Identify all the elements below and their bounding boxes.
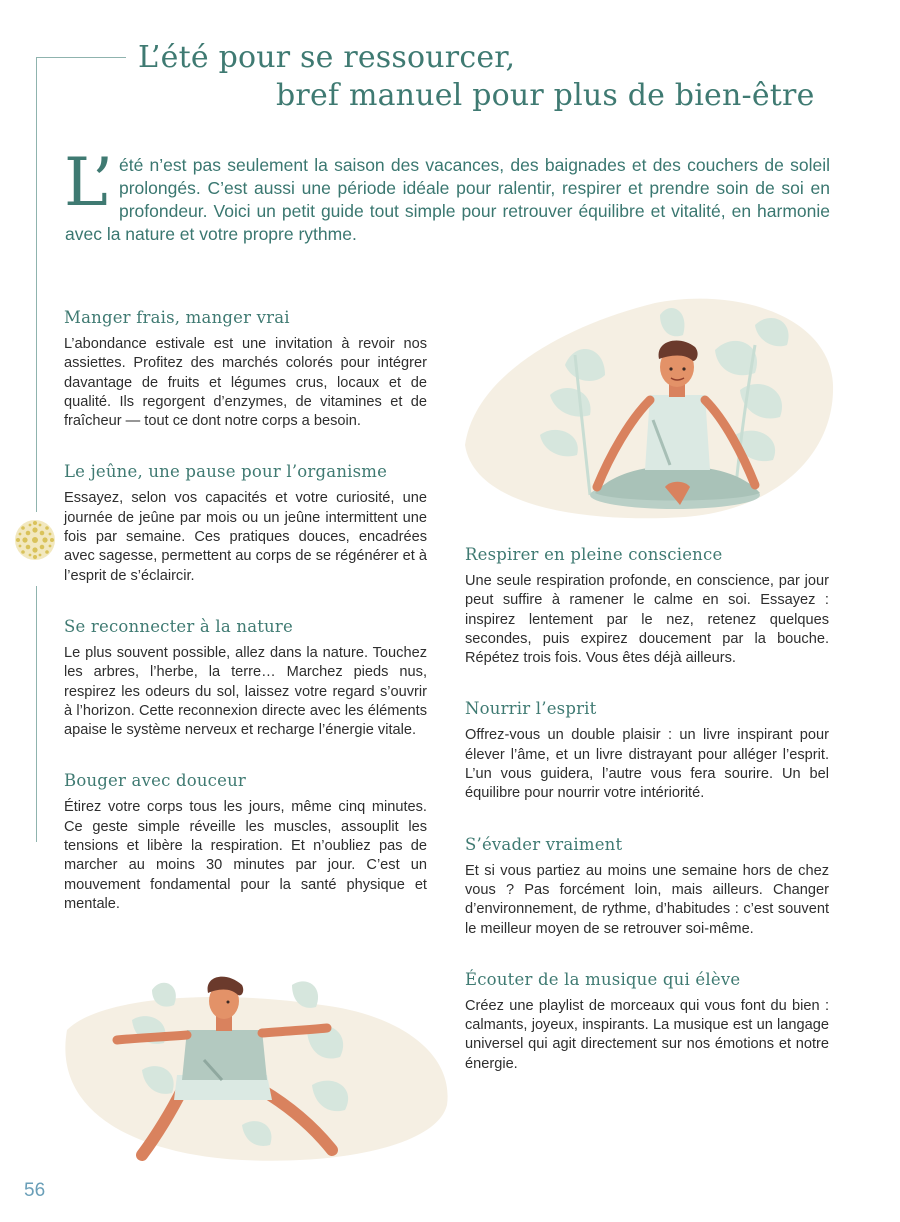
section-text: Et si vous partiez au moins une semaine hors de chez vous ? Pas forcément loin, mais ailleurs. Changer d’environnement, de rythme, d’habitudes : c’est souvent le meilleur moyen de se retrouver soi-même.: [465, 862, 829, 937]
drop-cap: L’: [64, 144, 113, 221]
section-title: Manger frais, manger vrai: [64, 308, 290, 327]
intro-text: été n’est pas seulement la saison des vacances, des baignades et des couchers de soleil prolongés. C’est aussi une période idéale pour ralentir, respirer et prendre soin de soi en profondeur. Voici un petit guide tout simple pour retrouver équilibre et vitalité, en harmonie avec la nature et votre propre rythme.: [65, 155, 830, 244]
meditating-man-illustration: [455, 295, 835, 525]
page-title-line2: bref manuel pour plus de bien-être: [276, 78, 815, 113]
section-eat-fresh: [64, 308, 427, 431]
right-column: [465, 545, 829, 1105]
section-music: [465, 970, 829, 1074]
section-title: Respirer en pleine conscience: [465, 545, 723, 564]
section-title: Se reconnecter à la nature: [64, 616, 293, 636]
section-text: L’abondance estivale est une invitation à revoir nos assiettes. Profitez des marchés colorés pour intégrer davantage de fruits et légumes crus, locaux et de qualité. Ils regorgent d’enzymes, de vitamines et de fraîcheur — tout ce dont notre corps a besoin.: [64, 336, 427, 430]
section-move: [64, 771, 427, 914]
section-text: Une seule respiration profonde, en conscience, par jour peut suffire à ramener le calme en soi. Essayez : inspirez lentement par le nez, retenez quelques secondes, puis expirez doucement par la bouche. Répétez trois fois. Vous êtes déjà ailleurs.: [465, 573, 829, 667]
section-mind: [465, 699, 829, 803]
section-title: Le jeûne, une pause pour l’organisme: [64, 462, 388, 482]
section-nature: [64, 617, 427, 740]
section-title: Bouger avec douceur: [64, 771, 246, 791]
section-text: Essayez, selon vos capacités et votre curiosité, une journée de jeûne par mois ou un jeûne intermittent une fois par semaine. Ces pratiques douces, encadrées avec sagesse, permettent au corps de se régénérer et à l’esprit de s’éclaircir.: [64, 490, 427, 584]
section-text: Créez une playlist de morceaux qui vous font du bien : calmants, joyeux, inspirants. La musique est un langage universel qui agit directement sur nos émotions et notre énergie.: [465, 997, 829, 1072]
intro-paragraph: [64, 144, 830, 246]
section-breathe: [465, 545, 829, 668]
page-title-line1: L’été pour se ressourcer,: [138, 40, 516, 75]
section-fasting: [64, 462, 427, 585]
section-title: Écouter de la musique qui élève: [465, 969, 741, 989]
section-text: Offrez-vous un double plaisir : un livre inspirant pour élever l’âme, et un livre distrayant pour alléger l’esprit. L’un vous guidera, l’autre vous fera sourire. Un bel équilibre pour nourrir votre intériorité.: [465, 727, 829, 802]
frame-line-left-lower: [36, 586, 37, 842]
page-number: 56: [24, 1180, 46, 1201]
frame-line-left-upper: [36, 57, 37, 512]
floral-medallion-icon: [13, 516, 57, 564]
warrior-pose-man-illustration: [62, 975, 452, 1170]
section-title: S’évader vraiment: [465, 834, 623, 854]
frame-line-top: [36, 57, 126, 58]
left-column: [64, 308, 427, 945]
section-escape: [465, 835, 829, 939]
section-text: Étirez votre corps tous les jours, même cinq minutes. Ce geste simple réveille les muscles, assouplit les tensions et libère la respiration. Et n’oubliez pas de marcher au moins 30 minutes par jour. C’est un mouvement fondamental pour la santé physique et mentale.: [64, 799, 427, 912]
section-title: Nourrir l’esprit: [465, 699, 597, 719]
section-text: Le plus souvent possible, allez dans la nature. Touchez les arbres, l’herbe, la terre… Marchez pieds nus, respirez les odeurs du sol, laissez votre regard s’ouvrir à l’horizon. Cette reconnexion directe avec les éléments apaise le système nerveux et recharge l’énergie vitale.: [64, 644, 427, 739]
